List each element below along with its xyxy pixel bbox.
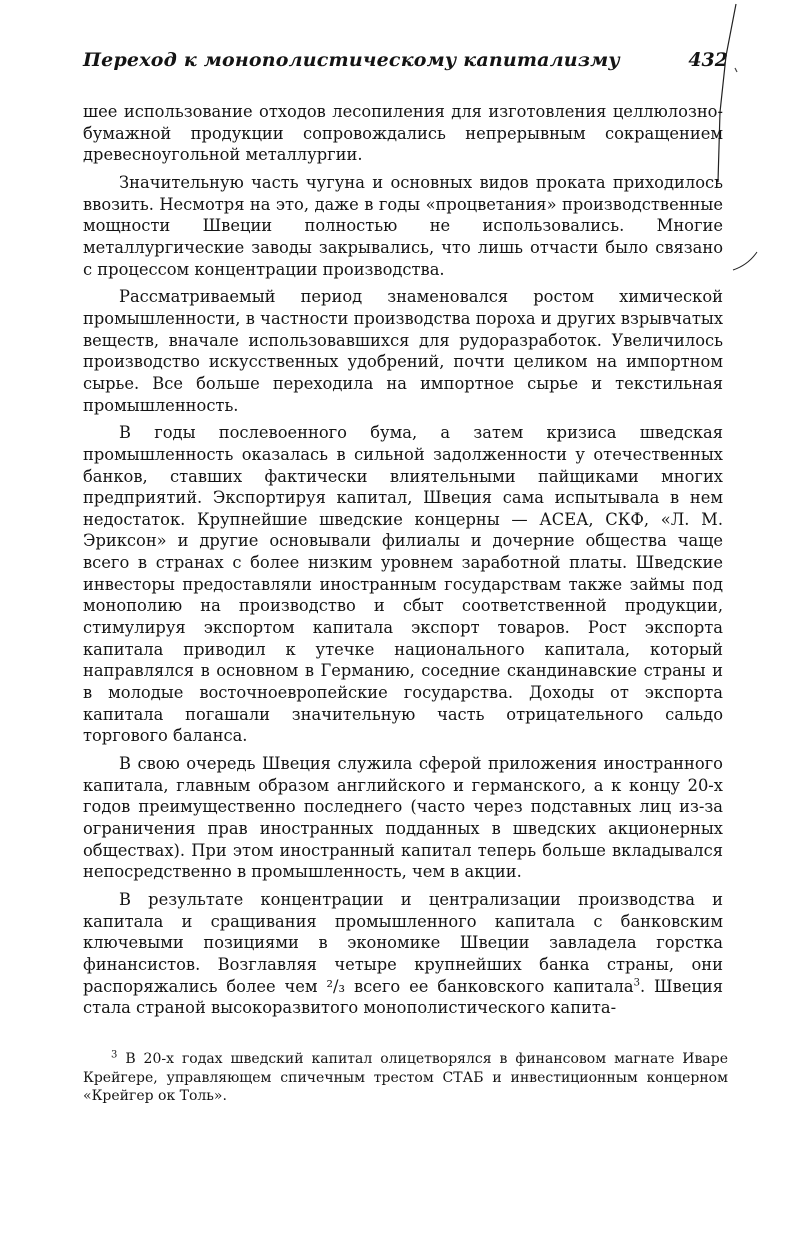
running-title: Переход к монополистическому капитализму (83, 49, 620, 71)
running-header (83, 49, 728, 79)
paragraph-3: Рассматриваемый период знаменовался ростом химической промышленности, в частности производства пороха и других взрывчатых веществ, вначале использовавшихся для рудоразработок. Увеличилось производство искусственных удобрений, почти целиком на импортном сырье. Все больше переходила на импортное сырье и текстильная промышленность. (83, 287, 723, 415)
paragraph-6-middle: всего ее банковского капитала (345, 976, 634, 996)
paragraph-5: В свою очередь Швеция служила сферой приложения иностранного капитала, главным образом английского и германского, а к концу 20-х годов преимущественно последнего (часто через подставных лиц из-за ограничения прав иностранных подданных в шведских акционерных обществах). При этом иностранный капитал теперь больше вкладывался непосредственно в промышленность, чем в акции. (83, 754, 723, 882)
footnote-marker: 3 (111, 1049, 118, 1061)
margin-dot (735, 68, 737, 72)
footnote-reference: 3 (633, 977, 640, 989)
paragraph-6-end: . Швеция стала страной высокоразвитого монополистического капита- (83, 976, 724, 1018)
paragraph-2: Значительную часть чугуна и основных видов проката приходилось ввозить. Несмотря на это, даже в годы «процветания» производственные мощности Швеции полностью не использовались. Многие металлургические заводы закрывались, что лишь отчасти было связано с процессом концентрации производства. (83, 172, 723, 279)
paragraph-1: шее использование отходов лесопиления для изготовления целлюлозно-бумажной продукции сопровождались непрерывным сокращением древесноугольной металлургии. (83, 102, 723, 165)
fraction-two-thirds: ²/₃ (326, 976, 346, 996)
paragraph-4: В годы послевоенного бума, а затем кризиса шведская промышленность оказалась в сильной задолженности у отечественных банков, ставших фактически влиятельными пайщиками многих предприятий. Экспортируя капитал, Швеция сама испытывала в нем недостаток. Крупнейшие шведские концерны — АСЕА, СКФ, «Л. М. Эриксон» и другие основывали филиалы и дочерние общества чаще всего в странах с более низким уровнем заработной платы. Шведские инвесторы предоставляли иностранным государствам также займы под монополию на производство и сбыт соответственной продукции, стимулируя экспортом капитала экспорт товаров. Рост экспорта капитала приводил к утечке национального капитала, который направлялся в основном в Германию, соседние скандинавские страны и в молодые восточноевропейские государства. Доходы от экспорта капитала погашали значительную часть отрицательного сальдо торгового баланса. (83, 423, 723, 746)
paragraph-6 (83, 889, 723, 1019)
footnote (83, 1050, 728, 1106)
page-number: 432 (688, 49, 728, 71)
footnote-text: В 20-х годах шведский капитал олицетворялся в финансовом магнате Иваре Крейгере, управляющем спичечным трестом СТАБ и инвестиционным концерном «Крейгер ок Толь». (83, 1051, 728, 1104)
paragraph-6-start: В результате концентрации и централизации производства и капитала и сращивания промышленного капитала с банковским ключевыми позициями в экономике Швеции завладела горстка финансистов. Возглавляя четыре крупнейших банка страны, они распоряжались более чем (83, 889, 723, 996)
body-text (83, 101, 723, 1025)
margin-tick (733, 252, 757, 270)
